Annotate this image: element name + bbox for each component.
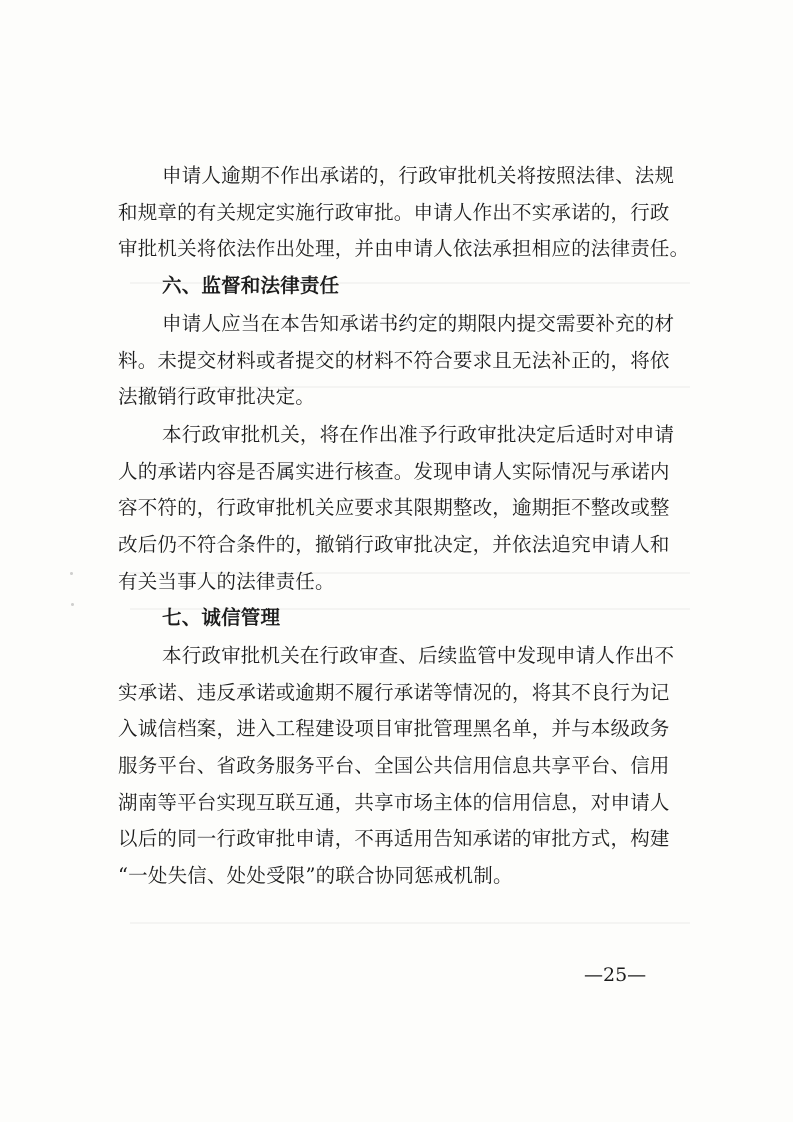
paragraph-line: 法撤销行政审批决定。	[118, 385, 316, 408]
section-heading: 七、诚信管理	[162, 606, 281, 629]
paragraph-line: 服务平台、省政务服务平台、全国公共信用信息共享平台、信用	[118, 754, 670, 777]
paragraph-line: 有关当事人的法律责任。	[118, 570, 335, 593]
section-heading: 六、监督和法律责任	[162, 274, 340, 297]
paragraph-line: 和规章的有关规定实施行政审批。申请人作出不实承诺的，行政	[118, 201, 670, 224]
paragraph-line: 本行政审批机关，将在作出准予行政审批决定后适时对申请	[162, 423, 675, 446]
paragraph-line: 申请人逾期不作出承诺的，行政审批机关将按照法律、法规	[162, 164, 675, 187]
paragraph-line: 料。未提交材料或者提交的材料不符合要求且无法补正的，将依	[118, 349, 670, 372]
paragraph-line: 审批机关将依法作出处理，并由申请人依法承担相应的法律责任。	[118, 237, 690, 260]
paragraph-line: 入诚信档案，进入工程建设项目审批管理黑名单，并与本级政务	[118, 717, 670, 740]
paragraph-line: 以后的同一行政审批申请，不再适用告知承诺的审批方式，构建	[118, 827, 670, 850]
paragraph-line: 人的承诺内容是否属实进行核查。发现申请人实际情况与承诺内	[118, 460, 670, 483]
paragraph-line: 改后仍不符合条件的，撤销行政审批决定，并依法追究申请人和	[118, 533, 670, 556]
paragraph-line: 容不符的，行政审批机关应要求其限期整改，逾期拒不整改或整	[118, 496, 670, 519]
paragraph-line: “一处失信、处处受限”的联合协同惩戒机制。	[118, 864, 513, 887]
page-number: —25—	[584, 964, 647, 986]
paragraph-line: 本行政审批机关在行政审查、后续监管中发现申请人作出不	[162, 644, 675, 667]
bleed-through-mark	[130, 922, 690, 924]
paragraph-line: 湖南等平台实现互联互通，共享市场主体的信用信息，对申请人	[118, 791, 670, 814]
paragraph-line: 实承诺、违反承诺或逾期不履行承诺等情况的，将其不良行为记	[118, 681, 670, 704]
paragraph-line: 申请人应当在本告知承诺书约定的期限内提交需要补充的材	[162, 312, 675, 335]
